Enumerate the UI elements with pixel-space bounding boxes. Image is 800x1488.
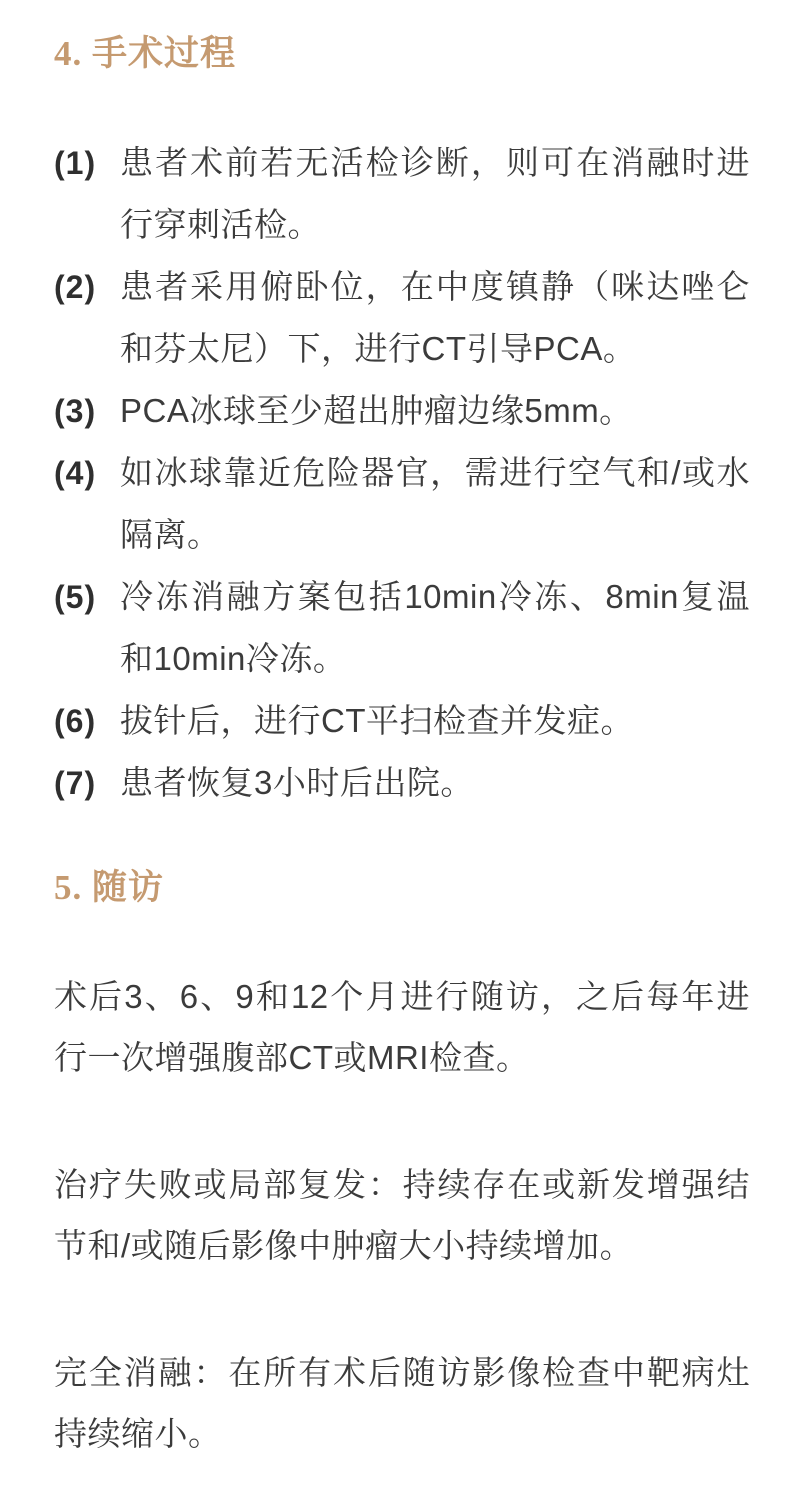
surgery-steps-list [54, 132, 750, 814]
complete-ablation-paragraph: 完全消融：在所有术后随访影像检查中靶病灶持续缩小。 [54, 1354, 750, 1452]
item-number: (6) [54, 703, 97, 739]
item-text: 患者恢复3小时后出院。 [120, 764, 474, 801]
list-item [54, 442, 750, 566]
item-text: 如冰球靠近危险器官，需进行空气和/或水隔离。 [120, 454, 750, 553]
list-item [54, 752, 750, 814]
item-text: PCA冰球至少超出肿瘤边缘5mm。 [120, 392, 633, 429]
list-item [54, 380, 750, 442]
item-number: (4) [54, 455, 97, 491]
item-number: (3) [54, 393, 97, 429]
list-item [54, 132, 750, 256]
list-item [54, 256, 750, 380]
item-text: 患者术前若无活检诊断，则可在消融时进行穿刺活检。 [120, 144, 750, 243]
item-text: 冷冻消融方案包括10min冷冻、8min复温和10min冷冻。 [120, 578, 750, 677]
list-item [54, 690, 750, 752]
treatment-failure-paragraph: 治疗失败或局部复发：持续存在或新发增强结节和/或随后影像中肿瘤大小持续增加。 [54, 1166, 750, 1264]
item-text: 拔针后，进行CT平扫检查并发症。 [120, 702, 634, 739]
section-heading-followup: 5. 随访 [54, 868, 165, 907]
item-number: (1) [54, 145, 97, 181]
item-number: (2) [54, 269, 97, 305]
section-heading-surgery: 4. 手术过程 [54, 34, 237, 73]
item-text: 患者采用俯卧位，在中度镇静（咪达唑仑和芬太尼）下，进行CT引导PCA。 [120, 268, 750, 367]
list-item [54, 566, 750, 690]
followup-schedule-paragraph: 术后3、6、9和12个月进行随访，之后每年进行一次增强腹部CT或MRI检查。 [54, 978, 750, 1076]
item-number: (7) [54, 765, 97, 801]
item-number: (5) [54, 579, 97, 615]
